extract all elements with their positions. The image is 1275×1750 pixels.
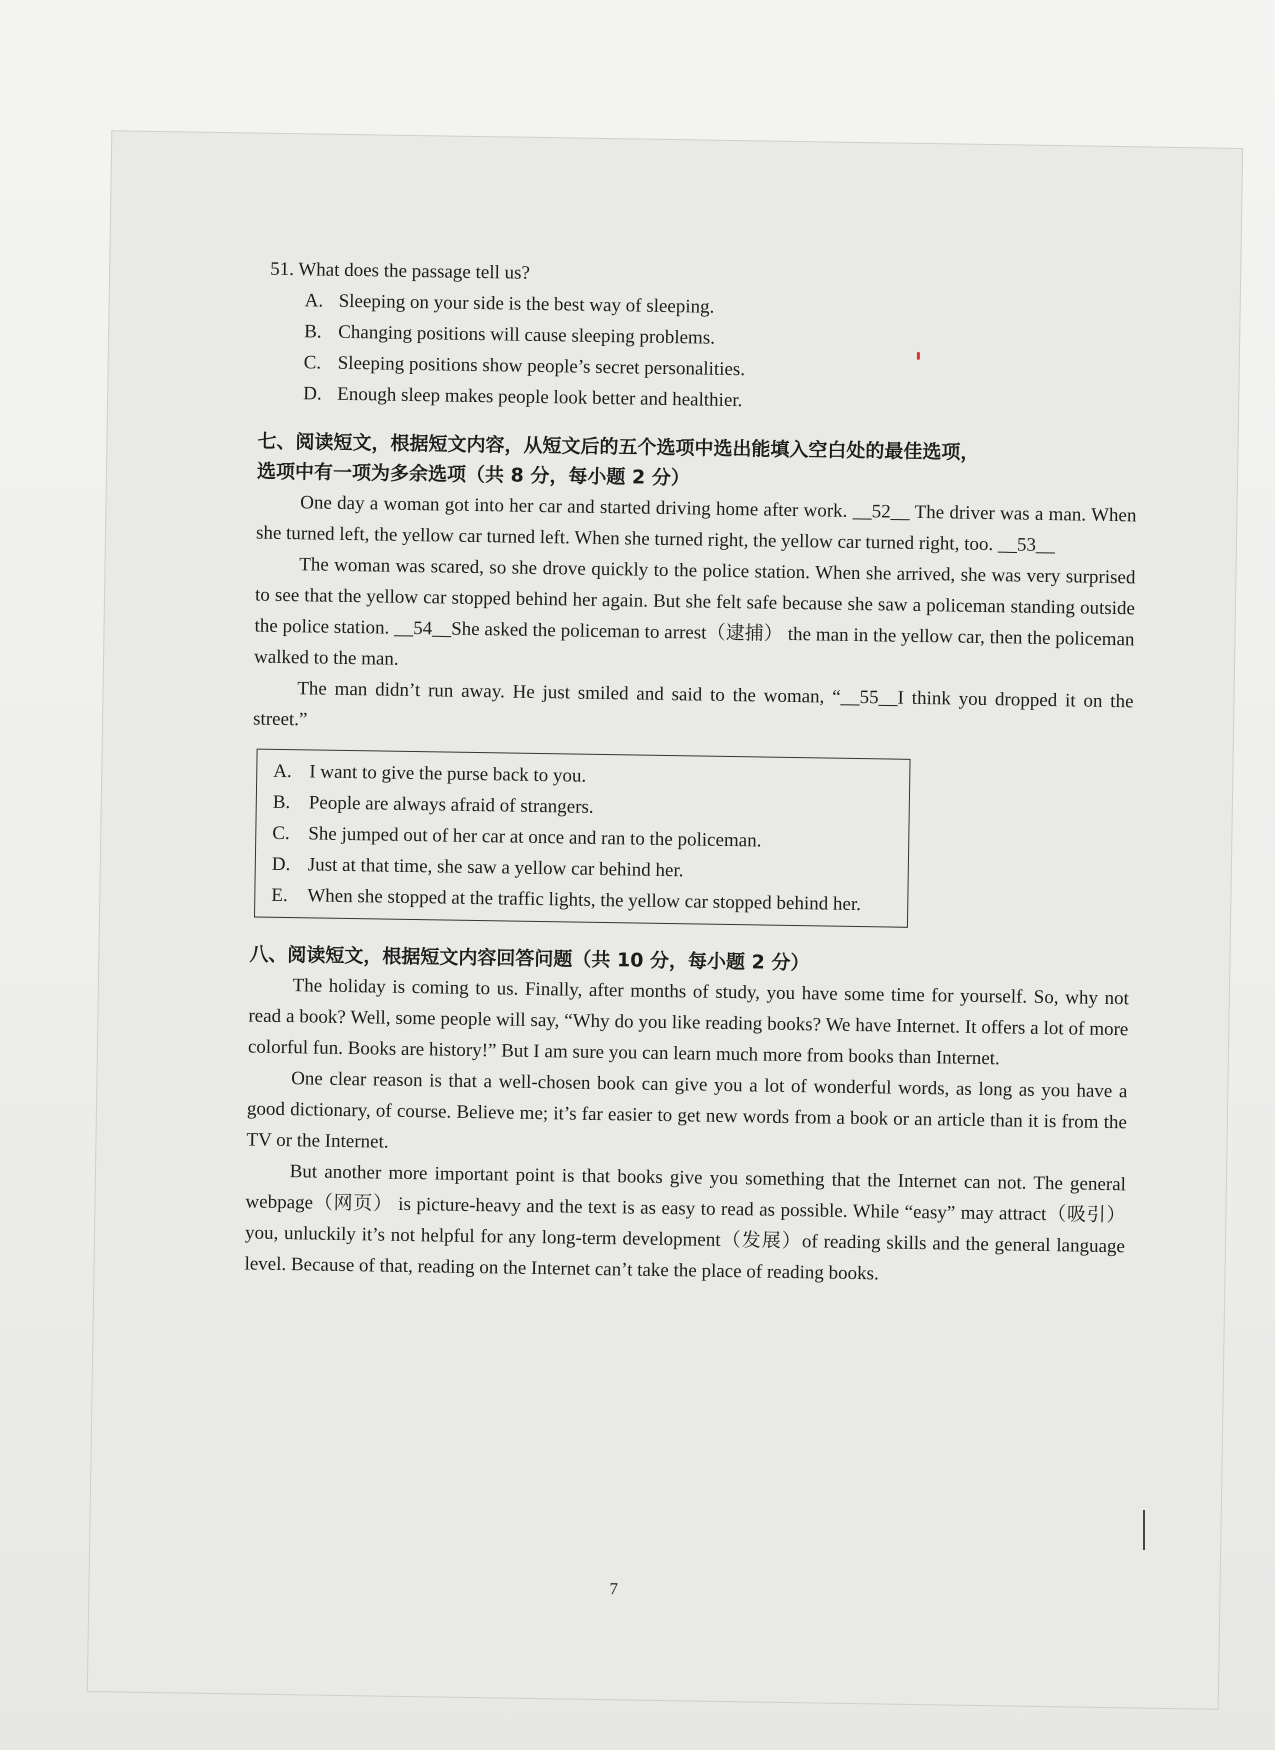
section-7 <box>250 427 1138 932</box>
passage-paragraph: The man didn’t run away. He just smiled and said to the woman, “__55__I think you dropped it on the street.” <box>252 678 1134 731</box>
option-text: Sleeping on your side is the best way of sleeping. <box>338 290 715 318</box>
choice-letter: D. <box>271 853 291 876</box>
question-51 <box>258 254 1140 423</box>
section-8 <box>244 939 1129 1293</box>
choice-letter: A. <box>273 760 292 783</box>
option-letter: A. <box>304 290 324 312</box>
choice-text: She jumped out of her car at once and ran to the policeman. <box>308 823 762 852</box>
choice-text: People are always afraid of strangers. <box>308 792 594 818</box>
option-text: Changing positions will cause sleeping problems. <box>338 321 716 349</box>
option-letter: B. <box>304 321 322 343</box>
passage-paragraph: But another more important point is that books give you something that the Internet can not. The general webpage（网页） is picture-heavy and the text is as easy to read as possible. While “easy” may attract（吸引）you, unluckily it’s not helpful for any long-term development（发展）of reading skills and the general language level. Because of that, reading on the Internet can’t take the place of reading books. <box>244 1161 1127 1285</box>
choice-letter: B. <box>272 791 291 814</box>
choice-text: I want to give the purse back to you. <box>309 761 587 787</box>
choice-letter: E. <box>271 884 288 907</box>
passage-paragraph: One day a woman got into her car and started driving home after work. __52__ The driver was a man. When she turned left, the yellow car turned left. When she turned right, the yellow car turned right, too. __53__ <box>255 492 1137 557</box>
option-text: Sleeping positions show people’s secret personalities. <box>337 352 746 381</box>
choice-text: Just at that time, she saw a yellow car behind her. <box>307 854 684 882</box>
question-51-options <box>303 285 1140 422</box>
scan-edge-mark <box>1143 1510 1145 1550</box>
question-51-stem: 51. What does the passage tell us? <box>270 258 531 284</box>
passage-paragraph: The woman was scared, so she drove quickly to the police station. When she arrived, she was very surprised to see that the yellow car stopped behind her again. But she felt safe because she saw a policeman standing outside the police station. __54__She asked the policeman to arrest（逮捕） the man in the yellow car, then the policeman walked to the man. <box>253 554 1136 670</box>
section-7-heading-line1: 七、阅读短文，根据短文内容，从短文后的五个选项中选出能填入空白处的最佳选项， <box>257 430 980 464</box>
page-number: 7 <box>609 1579 619 1599</box>
option-text: Enough sleep makes people look better and healthier. <box>337 383 743 412</box>
choice-letter: C. <box>272 822 290 845</box>
passage-paragraph: One clear reason is that a well-chosen book can give you a lot of wonderful words, as long as you have a good dictionary, of course. Believe me; it’s far easier to get new words from a book or an article than it is from the TV or the Internet. <box>246 1068 1128 1153</box>
exam-page <box>88 131 1242 1709</box>
passage-paragraph: The holiday is coming to us. Finally, after months of study, you have some time for yourself. So, why not read a book? Well, some people will say, “Why do you like reading books? We have Internet. It offers a lot of more colorful fun. Books are history!” But I am sure you can learn much more from books than Internet. <box>247 975 1129 1070</box>
option-letter: C. <box>303 352 322 374</box>
page-content <box>244 254 1140 1294</box>
section-7-heading-line2: 选项中有一项为多余选项（共 8 分，每小题 2 分） <box>256 460 691 490</box>
answer-choices-box <box>254 749 911 928</box>
choice-text: When she stopped at the traffic lights, the yellow car stopped behind her. <box>307 885 862 916</box>
section-8-heading: 八、阅读短文，根据短文内容回答问题（共 10 分，每小题 2 分） <box>249 943 810 975</box>
option-letter: D. <box>303 383 322 405</box>
